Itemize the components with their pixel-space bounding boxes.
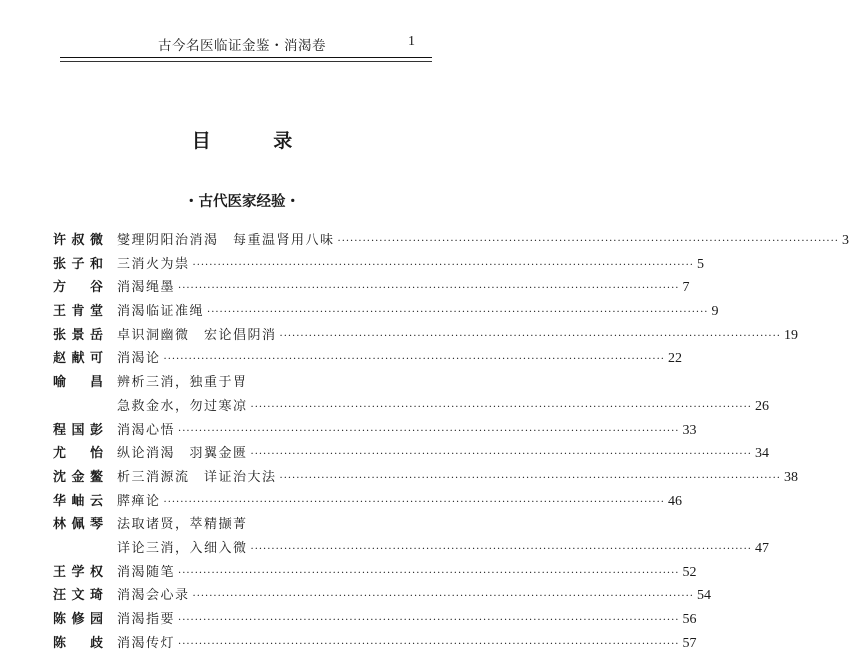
toc-entry [0,273,690,297]
toc-heading: 目 录 [191,130,321,152]
toc-entry-author: 方 谷 [53,280,103,296]
toc-entry-line [117,584,711,604]
toc-entry-line [117,513,431,532]
toc-entry-page: 33 [682,422,697,438]
toc-entry-author: 赵 献 可 [53,351,103,367]
toc-entry-author: 王 肯 堂 [53,304,103,320]
toc-entry-page: 54 [696,588,711,604]
toc-entry-title: 急救金水，勿过寒凉 [117,398,248,414]
running-header-title: 古今名医临证金鉴・消渴卷 [158,38,326,54]
toc-entry-page: 34 [754,446,769,462]
toc-entry-title: 析三消源流 详证治大法 [117,469,277,485]
toc-entry-line [117,490,682,510]
toc-entry-title: 消渴随笔 [117,564,176,580]
toc-entry-author: 喻 昌 [53,375,103,391]
toc-entries [0,226,849,652]
toc-entry-line [117,537,769,557]
toc-entry [0,629,697,653]
toc-entry-line [117,324,798,344]
toc-entry [0,605,697,629]
toc-entry [0,297,719,321]
toc-entry-page: 22 [667,351,682,367]
toc-entry [0,463,798,487]
toc-entry-page: 5 [696,256,704,272]
toc-entry-page: 38 [783,469,798,485]
toc-entry-author: 陈 修 园 [53,612,103,627]
dot-leader: ························································································································ [163,354,665,366]
toc-entry-page: 46 [667,493,682,509]
toc-entry [0,534,769,558]
toc-entry-line [117,442,769,462]
toc-entry-title: 消渴论 [117,351,161,367]
section-heading: ・古代医家经验・ [184,193,300,210]
toc-entry-title: 消渴传灯 [117,635,176,651]
toc-entry-author: 林 佩 琴 [53,517,103,533]
toc-entry [0,558,697,582]
toc-entry-author: 王 学 权 [53,564,103,580]
toc-entry-title: 消渴指要 [117,612,176,627]
toc-entry [0,510,484,534]
dot-leader: ························································································································ [250,543,752,555]
toc-entry [0,581,711,605]
toc-entry-author: 张 子 和 [53,256,103,272]
toc-entry-author: 尤 怡 [53,446,103,462]
toc-entry-title: 消渴会心录 [117,588,190,604]
toc-entry-page: 56 [682,612,697,627]
toc-entry-title: 法取诸贤，萃精撷菁 [117,517,248,533]
toc-entry-author: 张 景 岳 [53,327,103,343]
dot-leader: ························································································································ [279,472,781,484]
toc-entry-title: 详论三消，入细入微 [117,540,248,556]
toc-entry-title: 消渴绳墨 [117,280,176,296]
toc-entry-line [117,276,690,296]
toc-entry-page: 9 [711,304,719,320]
toc-entry-author: 许 叔 微 [53,233,103,248]
toc-entry-line [117,347,682,367]
toc-entry-title: 膵瘅论 [117,493,161,509]
toc-entry-author: 汪 文 琦 [53,588,103,604]
dot-leader: ························································································································ [163,496,665,508]
toc-entry-author: 沈 金 鳌 [53,469,103,485]
toc-entry-page: 3 [841,233,849,248]
toc-entry-line [117,300,719,320]
dot-leader: ························································································································ [178,638,680,650]
toc-entry-line [117,608,697,628]
dot-leader: ························································································································ [192,591,694,603]
toc-entry-title: 燮理阴阳治消渴 每重温肾用八味 [117,233,335,248]
toc-entry-line [117,229,849,249]
toc-entry-title: 消渴心悟 [117,422,176,438]
toc-entry-line [117,371,431,390]
dot-leader: ························································································································ [178,567,680,579]
toc-entry-page: 26 [754,398,769,414]
dot-leader: ························································································································ [337,236,839,247]
toc-entry-title: 卓识洞幽微 宏论倡阴消 [117,327,277,343]
toc-entry-title: 三消火为祟 [117,256,190,272]
toc-entry [0,368,484,392]
dot-leader: ························································································································ [178,615,680,626]
toc-entry [0,439,769,463]
toc-entry-line [117,419,697,439]
toc-entry-line [117,466,798,486]
toc-entry-title: 纵论消渴 羽翼金匮 [117,446,248,462]
toc-entry-line [117,395,769,415]
toc-entry [0,416,697,440]
toc-entry-author: 程 国 彭 [53,422,103,438]
dot-leader: ························································································································ [279,330,781,342]
toc-entry-page: 47 [754,540,769,556]
toc-entry-author: 华 岫 云 [53,493,103,509]
toc-entry-page: 57 [682,635,697,651]
toc-entry-page: 52 [682,564,697,580]
dot-leader: ························································································································ [192,259,694,271]
toc-entry [0,250,704,274]
toc-entry [0,226,849,250]
toc-entry-page: 19 [783,327,798,343]
toc-entry [0,487,682,511]
header-rule-thick [60,57,432,58]
toc-entry-author: 陈 歧 [53,635,103,651]
toc-entry-line [117,253,704,273]
page-number: 1 [408,34,415,49]
dot-leader: ························································································································ [250,401,752,413]
toc-entry-title: 消渴临证准绳 [117,304,205,320]
toc-entry [0,321,798,345]
toc-entry-page: 7 [682,280,690,296]
toc-entry [0,392,769,416]
toc-entry-line [117,561,697,581]
toc-entry [0,344,682,368]
dot-leader: ························································································································ [207,307,709,319]
dot-leader: ························································································································ [178,425,680,437]
toc-entry-title: 辨析三消，独重于胃 [117,375,248,391]
toc-entry-line [117,632,697,652]
header-rule-thin [60,61,432,62]
dot-leader: ························································································································ [178,283,680,295]
dot-leader: ························································································································ [250,449,752,461]
